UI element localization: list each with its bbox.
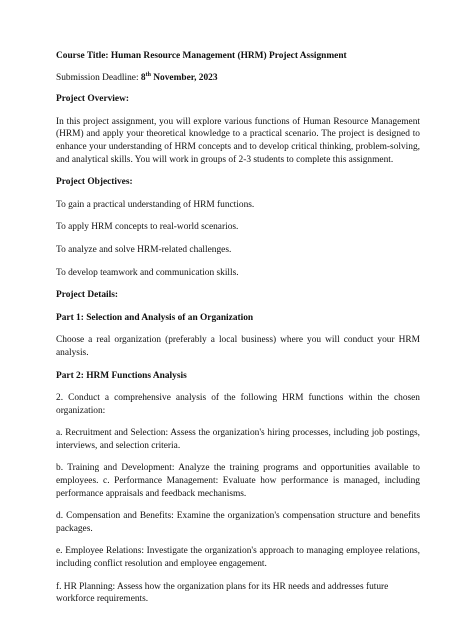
overview-text: In this project assignment, you will explore various functions of Human Resource Management (HRM) and apply your theoretical knowledge to a practical scenario. The project is designed to enhance your understanding of HRM concepts and to develop critical thinking, problem-solving, and analytical skills. You will work in groups of 2-3 students to complete this assignment. [56,116,420,165]
hrm-function-item: d. Compensation and Benefits: Examine the organization's compensation structure and benefits packages. [56,511,420,534]
objective-item: To apply HRM concepts to real-world scenarios. [56,222,239,233]
part1-heading: Part 1: Selection and Analysis of an Organization [56,312,254,323]
submission-deadline [56,72,420,85]
deadline-label: Submission Deadline: [56,72,141,83]
course-title: Course Title: Human Resource Management (HRM) Project Assignment [56,51,347,61]
objective-item: To develop teamwork and communication skills. [56,267,239,278]
hrm-function-item: f. HR Planning: Assess how the organization plans for its HR needs and addresses future workforce requirements. [56,581,389,605]
deadline-day-suffix: th [145,71,151,78]
hrm-function-item: e. Employee Relations: Investigate the organization's approach to managing employee relations, including conflict resolution and employee engagement. [56,546,420,570]
part2-intro: 2. Conduct a comprehensive analysis of the following HRM functions within the chosen organization: [56,393,420,416]
overview-heading: Project Overview: [56,94,129,105]
document-page [56,50,420,616]
hrm-function-item: a. Recruitment and Selection: Assess the organization's hiring processes, including job postings, interviews, and selection criteria. [56,428,420,451]
deadline-month-year: November, 2023 [150,72,218,83]
part1-text: Choose a real organization (preferably a local business) where you will conduct your HRM analysis. [56,335,420,358]
deadline-day: 8 [140,72,146,83]
hrm-function-item: b. Training and Development: Analyze the training programs and opportunities available to employees. c. Performance Management: Evaluate how performance is managed, including performance appraisals and feedback mechanisms. [56,463,420,499]
deadline-date [141,73,218,83]
objective-item: To gain a practical understanding of HRM functions. [56,199,255,210]
part2-heading: Part 2: HRM Functions Analysis [56,370,187,381]
objective-item: To analyze and solve HRM-related challenges. [56,244,232,255]
objectives-heading: Project Objectives: [56,177,133,188]
details-heading: Project Details: [56,290,119,301]
